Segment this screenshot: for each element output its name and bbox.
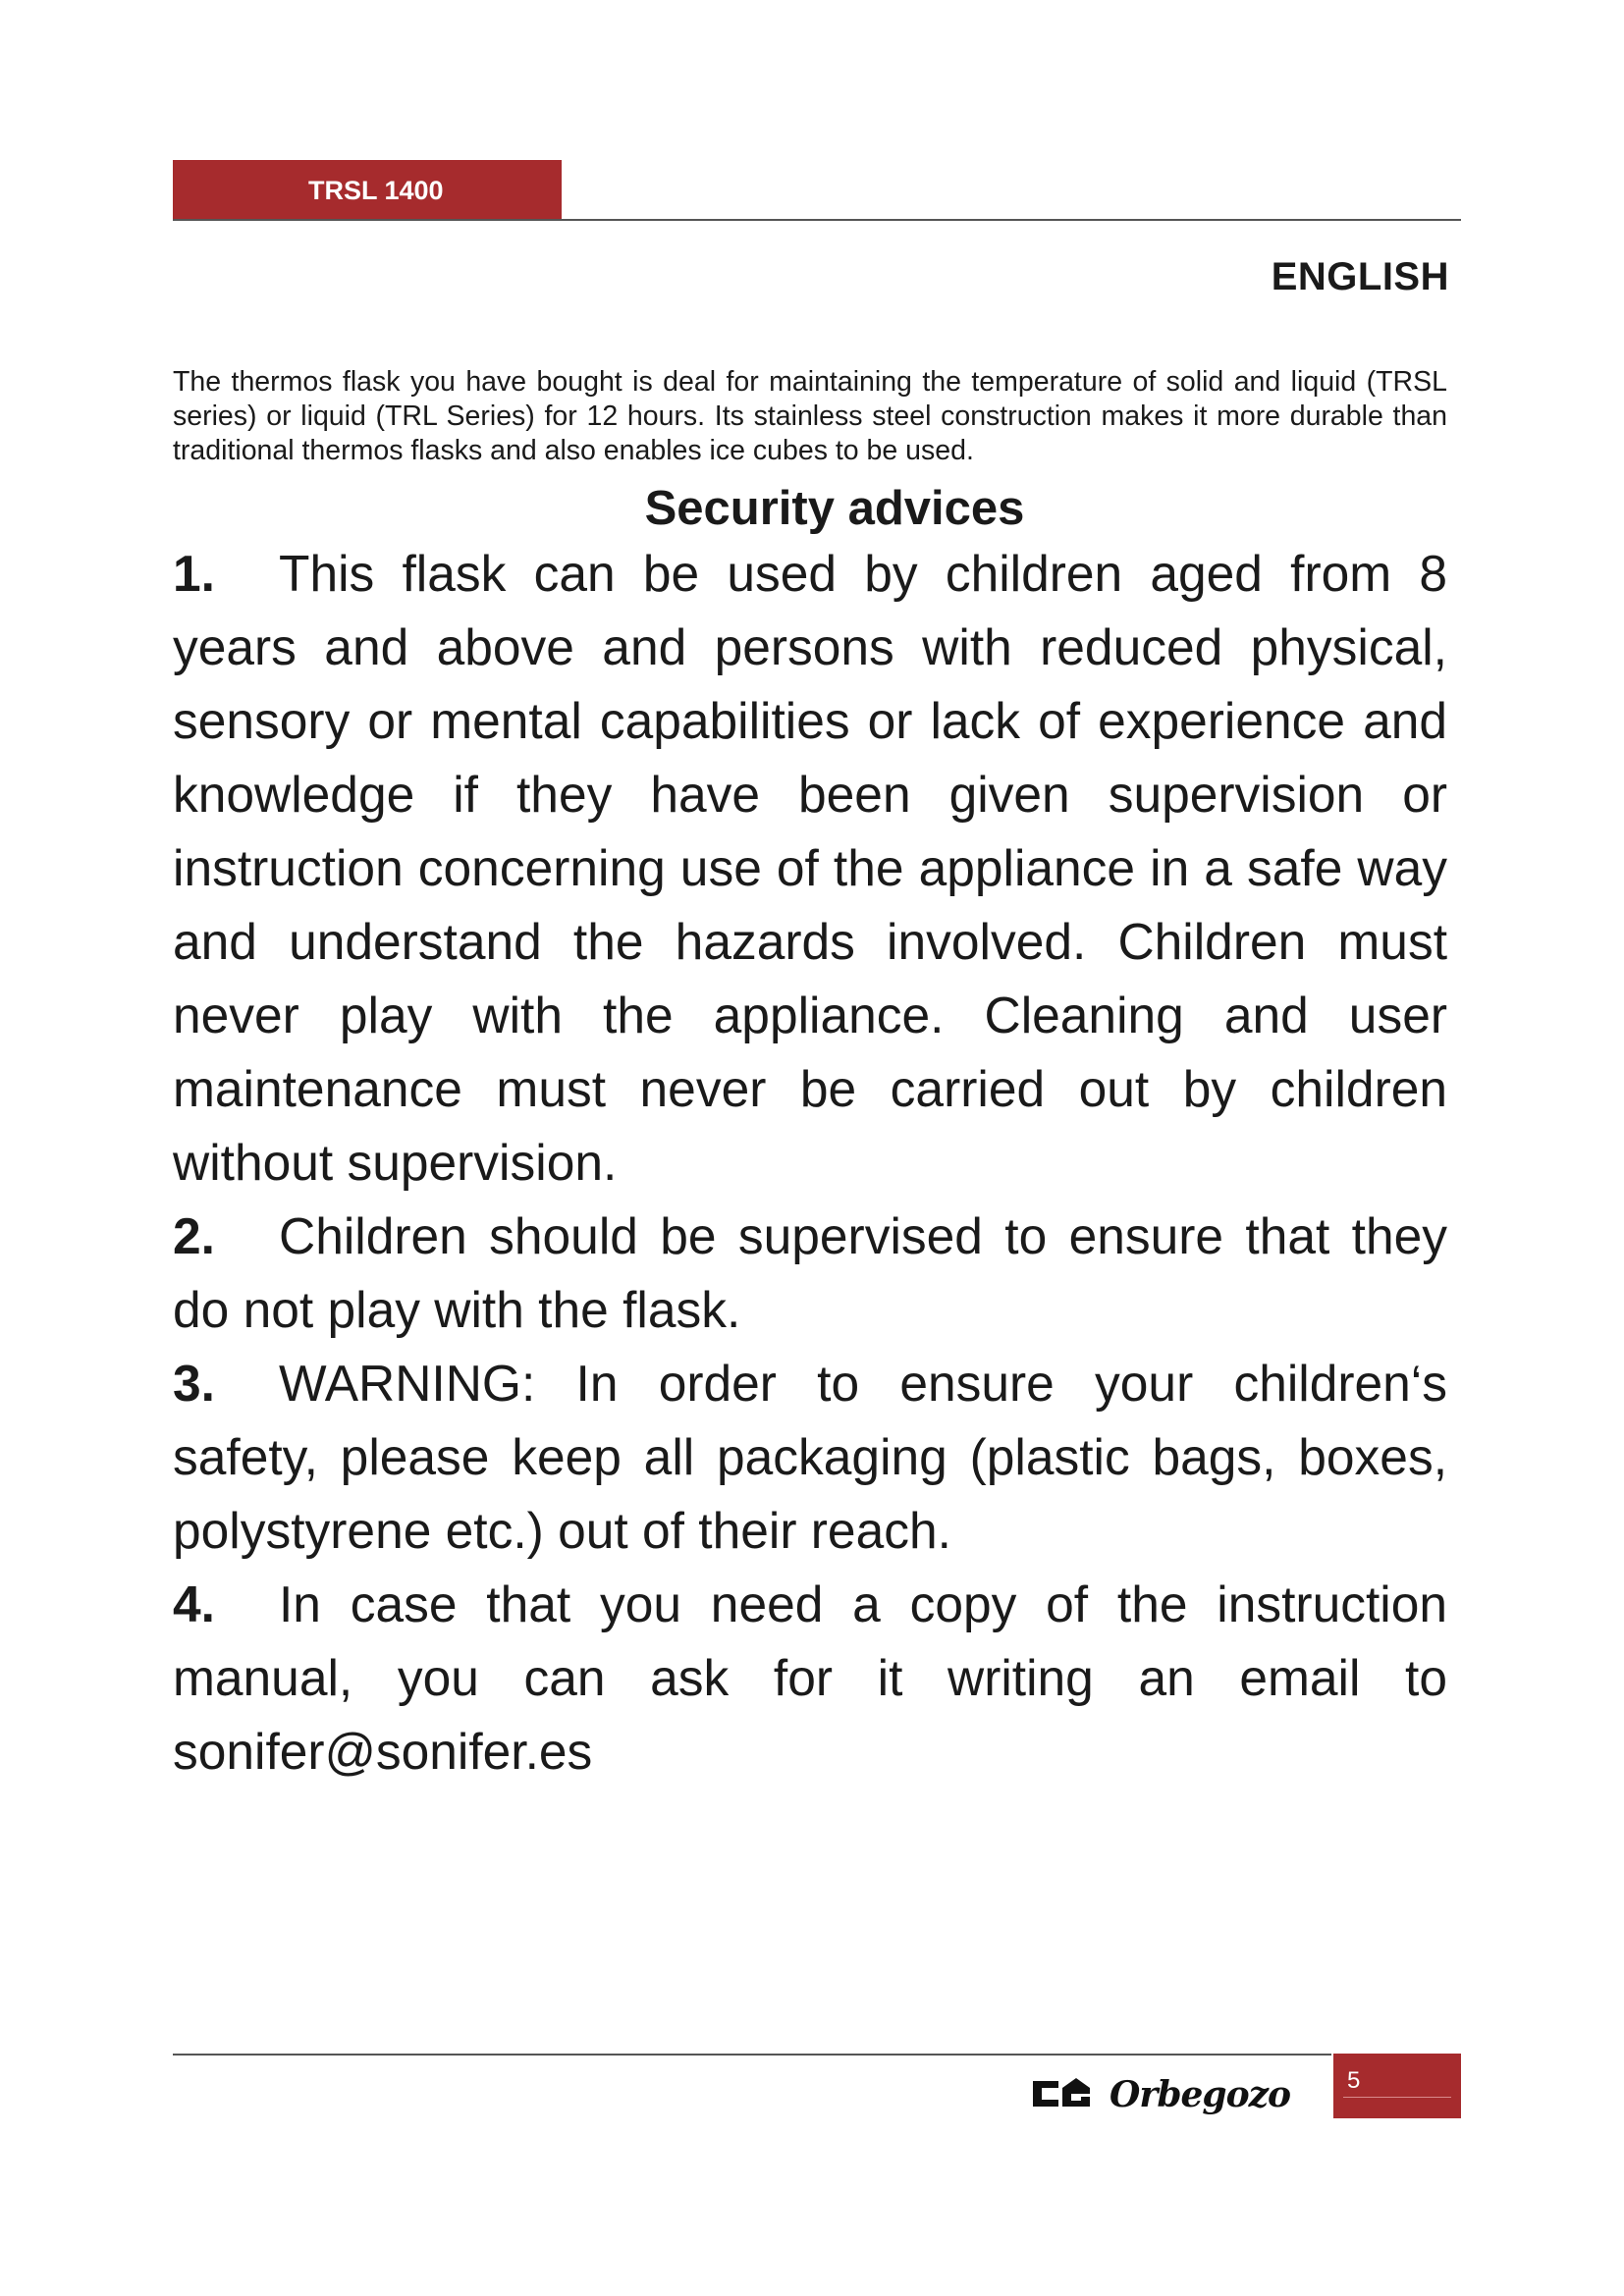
- header-divider: [173, 219, 1461, 221]
- model-label: TRSL 1400: [308, 176, 444, 205]
- advice-text: This flask can be used by children aged from 8 years and above and persons with reduced physical, sensory or mental capabilities or lack of experience and knowledge if they have been given supervision or instruction concerning use of the appliance in a safe way and understand the hazards involved. Children must never play with the appliance. Cleaning and user maintenance must never be carried out by children without supervision.: [173, 545, 1447, 1191]
- model-tab: [173, 160, 562, 221]
- advice-item: [173, 1347, 1447, 1568]
- advice-text: Children should be supervised to ensure that they do not play with the flask.: [173, 1207, 1447, 1338]
- advice-item: [173, 537, 1447, 1200]
- advice-text: WARNING: In order to ensure your children‘s safety, please keep all packaging (plastic bags, boxes, polystyrene etc.) out of their reach.: [173, 1355, 1447, 1559]
- footer-divider: [173, 2054, 1331, 2056]
- advice-number: 2.: [173, 1207, 215, 1264]
- language-heading: ENGLISH: [1271, 255, 1449, 298]
- advice-number: 4.: [173, 1575, 215, 1632]
- advice-item: [173, 1568, 1447, 1789]
- section-title: Security advices: [644, 482, 1025, 535]
- advice-list: [173, 537, 1447, 1789]
- page-number: 5: [1347, 2067, 1361, 2094]
- advice-number: 3.: [173, 1355, 215, 1412]
- brand-mark-icon: [1033, 2078, 1090, 2107]
- advice-text: In case that you need a copy of the instruction manual, you can ask for it writing an email to sonifer@sonifer.es: [173, 1575, 1447, 1780]
- page-number-box: [1333, 2054, 1461, 2118]
- advice-item: [173, 1200, 1447, 1347]
- intro-paragraph: The thermos flask you have bought is deal for maintaining the temperature of solid and liquid (TRSL series) or liquid (TRL Series) for 12 hours. Its stainless steel construction makes it more durable than traditional thermos flasks and also enables ice cubes to be used.: [173, 365, 1447, 466]
- svg-text:Orbegozo: Orbegozo: [1110, 2074, 1291, 2115]
- orbegozo-logo: [1031, 2061, 1326, 2120]
- advice-number: 1.: [173, 545, 215, 602]
- page-box-rule: [1343, 2097, 1451, 2098]
